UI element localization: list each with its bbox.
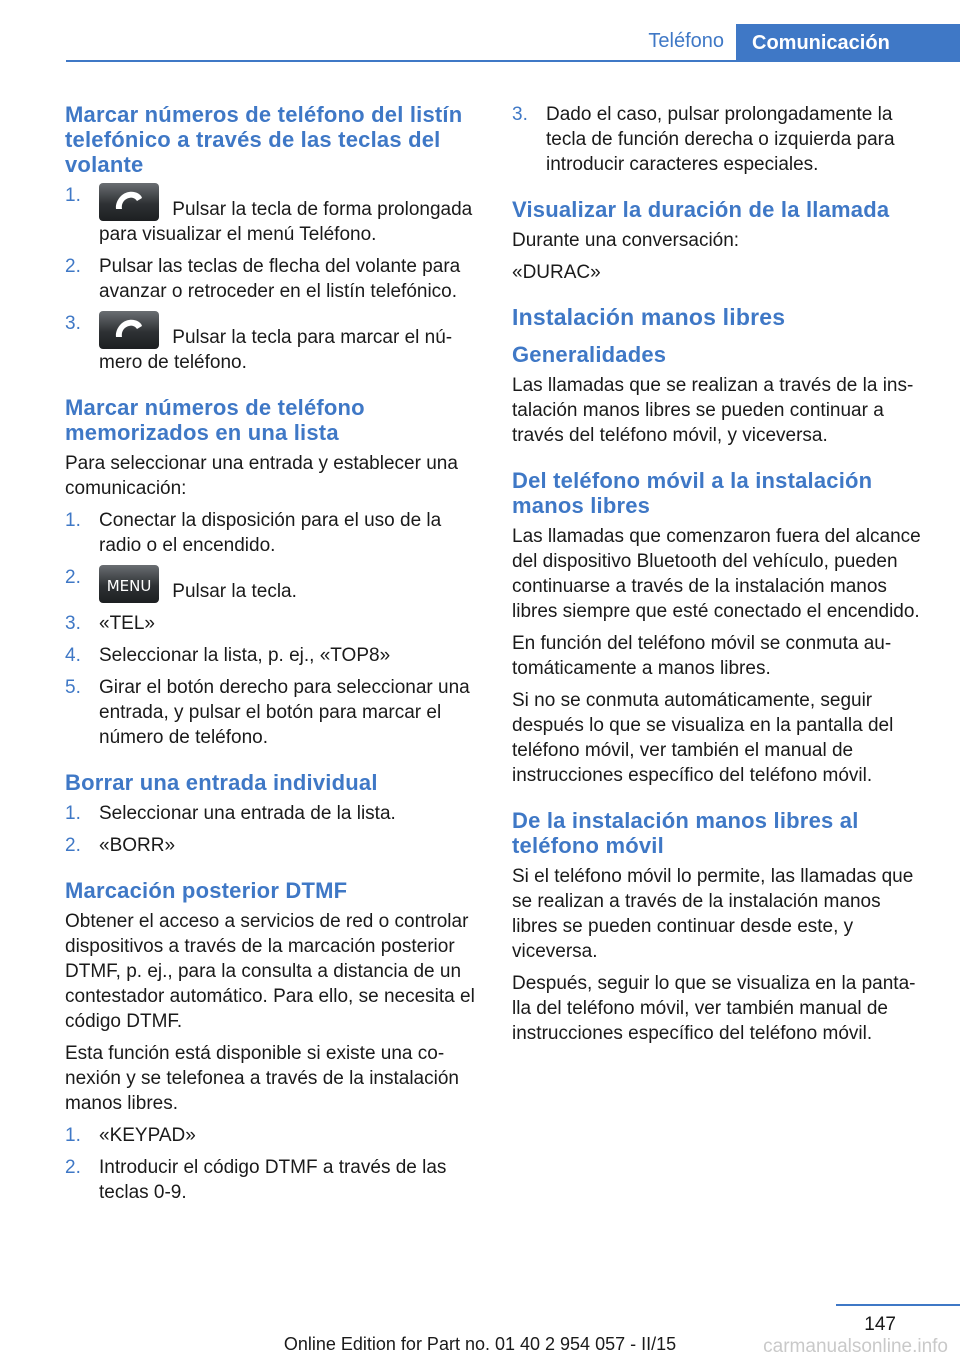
step-number: 3. <box>65 313 81 334</box>
footer-edition: Online Edition for Part no. 01 40 2 954 057 - II/15 <box>283 1334 677 1354</box>
list-item <box>65 183 475 247</box>
step-label: Pulsar la tecla para marcar el número de teléfono. <box>99 327 453 373</box>
page-number: 147 <box>864 1314 896 1335</box>
list-item <box>65 1155 475 1205</box>
page-header <box>66 24 960 62</box>
paragraph: Después, seguir lo que se visualiza en la pantalla del teléfono móvil, ver también manual de instrucciones específico del teléfono móvil. <box>512 973 916 1044</box>
list-item <box>65 833 475 858</box>
paragraph: Obtener el acceso a servicios de red o controlar dispositivos a través de la marcación posterior DTMF, p. ej., para la consulta a distancia de un contestador automático. Para ello, se necesita el código DTMF. <box>65 911 475 1032</box>
step-number: 3. <box>65 613 81 634</box>
heading-marcar-listin: Marcar números de teléfono del listín telefónico a través de las teclas del volante <box>65 102 463 177</box>
menu-key-icon <box>99 565 159 603</box>
paragraph: Para seleccionar una entrada y establecer una comunicación: <box>65 453 458 499</box>
list-item <box>65 675 475 750</box>
list-item <box>65 801 475 826</box>
step-text: Girar el botón derecho para seleccionar una entrada, y pulsar el botón para marcar el número de teléfono. <box>99 677 470 748</box>
list-item <box>65 565 475 604</box>
step-text: Seleccionar la lista, p. ej., «TOP8» <box>99 645 391 666</box>
list-item <box>512 102 922 177</box>
step-number: 1. <box>65 1125 81 1146</box>
step-label: Pulsar la tecla. <box>167 581 297 602</box>
step-number: 1. <box>65 510 81 531</box>
list-item <box>65 1123 475 1148</box>
menu-key-label: MENU <box>106 577 152 595</box>
step-number: 1. <box>65 803 81 824</box>
step-text <box>99 311 475 375</box>
paragraph: Durante una conversación: <box>512 230 740 251</box>
step-number: 4. <box>65 645 81 666</box>
step-number: 2. <box>65 1157 81 1178</box>
step-label: Pulsar la tecla de forma prolongada para visualizar el menú Teléfono. <box>99 199 473 245</box>
steps-borrar <box>65 801 475 858</box>
step-number: 3. <box>512 104 528 125</box>
paragraph: Si no se conmuta automáticamente, seguir después lo que se visualiza en la pantalla del teléfono móvil, ver también el manual de instrucciones específico del teléfono móvil. <box>512 690 894 786</box>
step-number: 2. <box>65 567 81 588</box>
step-text: «BORR» <box>99 835 176 856</box>
header-rule <box>66 60 960 62</box>
step-text: «TEL» <box>99 613 155 634</box>
step-number: 2. <box>65 256 81 277</box>
heading-dtmf: Marcación posterior DTMF <box>65 878 348 903</box>
heading-borrar: Borrar una entrada individual <box>65 770 378 795</box>
list-item <box>65 311 475 375</box>
list-item <box>65 643 475 668</box>
step-text: Dado el caso, pulsar prolongadamente la tecla de función derecha o izquierda para introducir caracteres especiales. <box>546 104 895 175</box>
tab-telefono[interactable]: Teléfono <box>648 30 724 52</box>
paragraph: Las llamadas que se realizan a través de la instalación manos libres se pueden continuar a través del teléfono móvil, y viceversa. <box>512 375 914 446</box>
phone-key-icon <box>99 311 159 349</box>
step-text <box>99 565 475 604</box>
steps-listin <box>65 183 475 375</box>
tab-comunicacion[interactable]: Comunicación <box>736 24 960 62</box>
step-text: Introducir el código DTMF a través de las teclas 0-9. <box>99 1157 447 1203</box>
paragraph: Las llamadas que comenzaron fuera del alcance del dispositivo Bluetooth del vehículo, pueden continuarse a través de la instalación manos libres siempre que esté conectado el encendido. <box>512 526 921 622</box>
step-text: Seleccionar una entrada de la lista. <box>99 803 396 824</box>
heading-generalidades: Generalidades <box>512 342 667 367</box>
left-column <box>65 102 475 1212</box>
step-text: Pulsar las teclas de flecha del volante para avanzar o retroceder en el listín telefónico. <box>99 256 461 302</box>
heading-movil-a-instalacion: Del teléfono móvil a la instalación manos libres <box>512 468 873 518</box>
steps-memorizados <box>65 508 475 750</box>
step-text <box>99 183 475 247</box>
heading-memorizados: Marcar números de teléfono memorizados en una lista <box>65 395 365 445</box>
paragraph: «DURAC» <box>512 262 601 283</box>
list-item <box>65 508 475 558</box>
list-item <box>65 254 475 304</box>
step-text: «KEYPAD» <box>99 1125 196 1146</box>
paragraph: Si el teléfono móvil lo permite, las llamadas que se realizan a través de la instalación manos libres se pueden continuar desde este, y viceversa. <box>512 866 914 962</box>
steps-continued <box>512 102 922 177</box>
step-number: 2. <box>65 835 81 856</box>
heading-manos-libres: Instalación manos libres <box>512 304 786 330</box>
step-number: 1. <box>65 185 81 206</box>
heading-instalacion-a-movil: De la instalación manos libres al teléfono móvil <box>512 808 859 858</box>
right-column <box>512 102 922 1053</box>
paragraph: Esta función está disponible si existe una conexión y se telefonea a través de la instalación manos libres. <box>65 1043 459 1114</box>
watermark: carmanualsonline.info <box>763 1336 948 1357</box>
list-item <box>65 611 475 636</box>
phone-key-icon <box>99 183 159 221</box>
page-number-rule <box>836 1304 960 1306</box>
steps-dtmf <box>65 1123 475 1205</box>
step-text: Conectar la disposición para el uso de la radio o el encendido. <box>99 510 442 556</box>
heading-duracion: Visualizar la duración de la llamada <box>512 197 890 222</box>
paragraph: En función del teléfono móvil se conmuta automáticamente a manos libres. <box>512 633 892 679</box>
step-number: 5. <box>65 677 81 698</box>
